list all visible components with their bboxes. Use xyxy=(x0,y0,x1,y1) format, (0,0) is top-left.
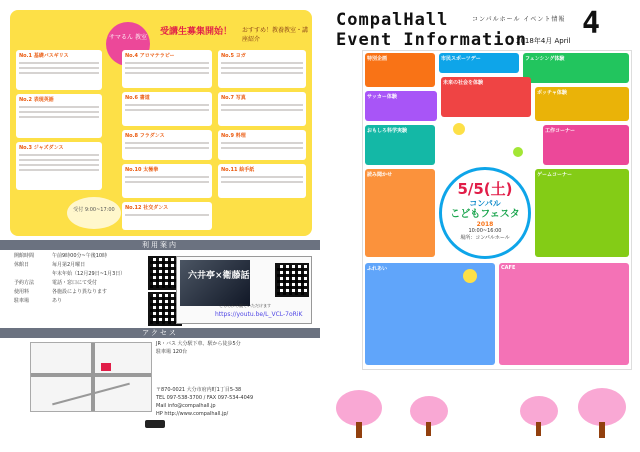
cherry-tree-icon xyxy=(520,396,560,440)
poster-tile: CAFE xyxy=(499,263,629,365)
class-item: No.3 ジャズダンス xyxy=(16,142,102,190)
classes-badge: サマるん 教室 xyxy=(106,22,150,66)
poster-tile: 読み聞かせ xyxy=(365,169,435,257)
month-number: 4 xyxy=(582,6,601,41)
class-item: No.11 絵手紙 xyxy=(218,164,306,198)
access-info: JR・バス 大分駅下車、駅から徒歩5分 駐車場 120台 〒870-0021 大分市府内町1丁目5-38 TEL 097-538-3700 / FAX 097-534-4049 Mail info@compalhall.jp HP http://www.compalhall.jp/ xyxy=(156,341,254,417)
event-poster xyxy=(362,50,632,370)
class-item: No.6 書道 xyxy=(122,92,212,126)
cherry-tree-icon xyxy=(410,396,450,440)
poster-tile: フェンシング体験 xyxy=(523,53,629,83)
class-item: No.7 写真 xyxy=(218,92,306,126)
event-badge: 5/5(土) コンパル こどもフェスタ 2018 10:00~16:00 場所：コンパルホール xyxy=(439,167,531,259)
cover-title: CompalHall Event Information xyxy=(336,10,527,50)
usage-info: 開館時間 午前9時00分~午後10時 休館日 毎月第2月曜日 年末年始（12月29日~1月3日） 予約方法 電話・窓口にて受付 使用料 各施設により異なります 駐車場 あり xyxy=(14,253,126,304)
cherry-tree-icon xyxy=(578,388,628,440)
class-item: No.8 フラダンス xyxy=(122,130,212,160)
poster-tile: 工作コーナー xyxy=(543,125,629,165)
class-item: No.5 ヨガ xyxy=(218,50,306,88)
poster-tile: 市民スポーツデー xyxy=(439,53,519,73)
video-promo: 六井亭×衛藤話 こちらから観ていただけます https://youtu.be/L_VCL-7oRiK xyxy=(176,256,312,324)
class-item: No.1 基礎バスギリス xyxy=(16,50,102,90)
poster-tile: ふれあい xyxy=(365,263,495,365)
classes-panel xyxy=(10,10,312,236)
cover-kana: コンパルホール イベント情報 xyxy=(472,16,566,23)
poster-tile: ボッチャ体験 xyxy=(535,87,629,121)
usage-heading: 利用案内 xyxy=(0,240,320,250)
classes-title: 受講生募集開始！ xyxy=(160,27,233,37)
poster-tile: 特別企画 xyxy=(365,53,435,87)
access-map xyxy=(30,342,152,412)
class-item: No.2 表現英語 xyxy=(16,94,102,138)
poster-tile: サッカー体験 xyxy=(365,91,437,121)
access-heading: アクセス xyxy=(0,328,320,338)
hall-logo xyxy=(145,420,165,428)
hours-bubble: 受付 9:00~17:00 xyxy=(66,196,122,230)
issue-date: 2018年4月 April xyxy=(516,37,571,45)
class-item: No.4 アロマテラピー xyxy=(122,50,212,88)
class-item: No.10 太極拳 xyxy=(122,164,212,198)
right-page xyxy=(320,0,640,452)
class-item: No.9 料理 xyxy=(218,130,306,160)
poster-tile: 未来の社会を体験 xyxy=(441,77,531,117)
cherry-tree-icon xyxy=(336,390,386,440)
promo-link[interactable]: https://youtu.be/L_VCL-7oRiK xyxy=(215,311,303,318)
class-item: No.12 社交ダンス xyxy=(122,202,212,230)
poster-tile: おもしろ科学実験 xyxy=(365,125,435,165)
promo-photo: 六井亭×衛藤話 xyxy=(180,260,250,306)
qr-code-icon xyxy=(275,263,309,297)
poster-tile: ゲームコーナー xyxy=(535,169,629,257)
hall-marker-icon xyxy=(101,363,111,371)
classes-subtitle: おすすめ！教養教室・講座紹介 xyxy=(242,27,309,43)
